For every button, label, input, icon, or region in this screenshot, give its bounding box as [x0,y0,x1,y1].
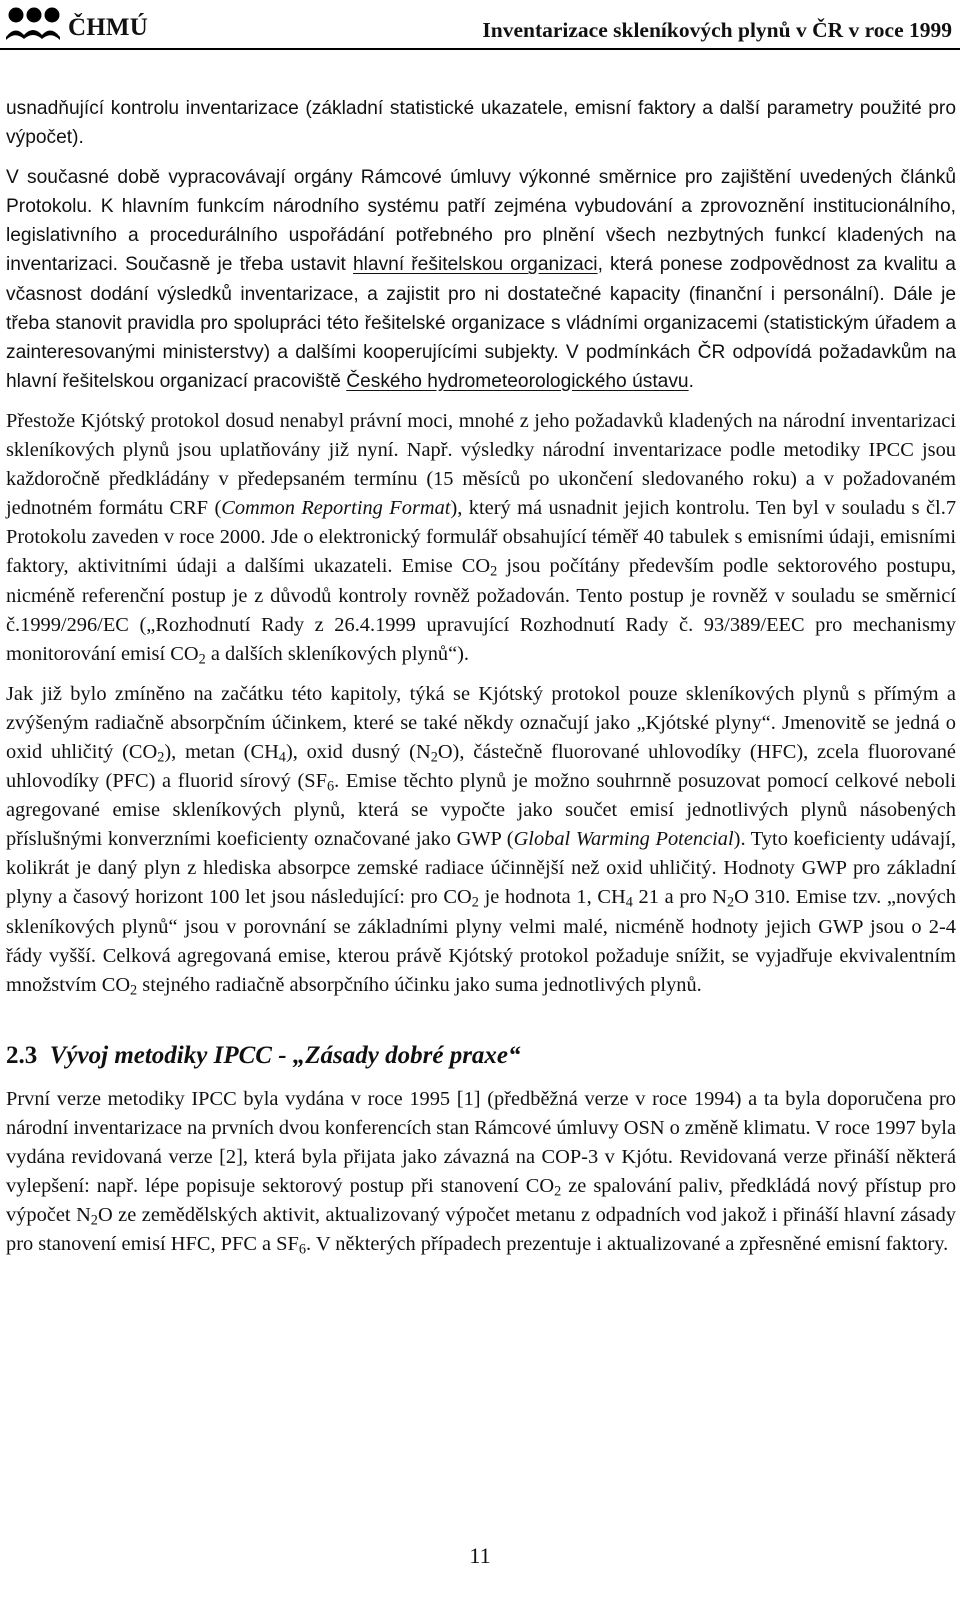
paragraph-1: usnadňující kontrolu inventarizace (základní statistické ukazatele, emisní faktory a další parametry použité pro výpočet). [6,98,956,149]
section-spacer [6,1011,956,1041]
paragraph-2: V současné době vypracovávají orgány Rámcové úmluvy výkonné směrnice pro zajištění uvedených článků Protokolu. K hlavním funkcím národního systému patří zejména vybudování a zprovoznění institucionálního, legislativního a procedurálního uspořádání potřebného pro plnění všech nezbytných funkcí kladených na inventarizaci. Současně je třeba ustavit hlavní řešitelskou organizaci, která ponese zodpovědnost za kvalitu a včasnost dodání výsledků inventarizace, a zajistit pro ni dostatečné kapacity (finanční i personální). Dále je třeba stanovit pravidla pro spolupráci této řešitelské organizace s vládními organizacemi (statistickým úřadem a zainteresovanými ministerstvy) a dalšími kooperujícími subjekty. V podmínkách ČR odpovídá požadavkům na hlavní řešitelskou organizací pracoviště Českého hydrometeorologického ústavu. [6,167,956,392]
paragraph-4: Jak již bylo zmíněno na začátku této kapitoly, týká se Kjótský protokol pouze skleníkových plynů s přímým a zvýšeným radiačně absorpčním účinkem, které se také někdy označují jako „Kjótské plyny“. Jmenovitě se jedná o oxid uhličitý $(CO_2)$, metan $(CH_4)$, oxid dusný $(N_2O)$, částečně fluorované uhlovodíky (HFC), zcela fluorované uhlovodíky (PFC) a fluorid sírový ($SF_6$. Emise těchto plynů je možno souhrnně posuzovat pomocí celkové neboli agregované emise skleníkových plynů, která se vypočte jako součet emisí jednotlivých plynů násobených příslušnými konverzními koeficienty označované jako GWP (Global Warming Potencial). Tyto koeficienty udávají, kolikrát je daný plyn z hlediska absorpce zemské radiace účinnější než oxid uhličitý. Hodnoty GWP pro základní plyny a časový horizont 100 let jsou následující: pro $CO_2$ je hodnota 1, $CH_4$ 21 a pro $N_2O$ 310. Emise tzv. „nových skleníkových plynů“ jsou v porovnání se základními plyny velmi malé, nicméně hodnoty jejich GWP jsou o 2-4 řády vyšší. Celková agregovaná emise, kterou právě Kjótský protokol požaduje snížit, se vyjadřuje ekvivalentním množstvím $CO_2$ stejného radiačně absorpčního účinku jako suma jednotlivých plynů. [6,682,957,999]
chmu-logo-icon [4,4,62,42]
link-chmu: Českého hydrometeorologického ústavu [346,370,689,392]
section-heading: 2.3 Vývoj metodiky IPCC - „Zásady dobré praxe“ [6,1041,521,1069]
header-rule [0,48,960,50]
running-title: Inventarizace skleníkových plynů v ČR v roce 1999 [482,18,952,42]
paragraph-3: Přestože Kjótský protokol dosud nenabyl právní moci, mnohé z jeho požadavků kladených na národní inventarizaci skleníkových plynů jsou uplatňovány již nyní. Např. výsledky národní inventarizace podle metodiky IPCC jsou každoročně předkládány v předepsaném termínu (15 měsíců po ukončení sledovaného roku) a v požadovaném jednotném formátu CRF (Common Reporting Format), který má usnadnit jejich kontrolu. Ten byl v souladu s čl.7 Protokolu zaveden v roce 2000. Jde o elektronický formulář obsahující téměř 40 tabulek s emisními údaji, emisními faktory, aktivitními údaji a dalšími ukazateli. Emise $CO_2$ jsou počítány především podle sektorového postupu, nicméně referenční postup je z důvodů kontroly rovněž požadován. Tento postup je rovněž v souladu se směrnicí č.1999/296/EC („Rozhodnutí Rady z 26.4.1999 upravující Rozhodnutí Rady č. 93/389/EEC pro mechanismy monitorování emisí $CO_2$ a dalších skleníkových plynů“). [6,409,957,668]
organization-name: ČHMÚ [68,14,148,41]
document-body [6,94,956,1270]
link-main-organization: hlavní řešitelskou organizaci [352,254,598,276]
paragraph-5: První verze metodiky IPCC byla vydána v roce 1995 [1] (předběžná verze v roce 1994) a ta byla doporučena pro národní inventarizace na prvních dvou konferencích stan Rámcové úmluvy OSN o změně klimatu. V roce 1997 byla vydána revidovaná verze [2], která byla přijata jako závazná na COP-3 v Kjótu. Revidovaná verze přináší některá vylepšení: např. lépe popisuje sektorový postup při stanovení $CO_2$ ze spalování paliv, předkládá nový přístup pro výpočet $N_2O$ ze zemědělských aktivit, aktualizovaný výpočet metanu z odpadních vod jakož i přináší hlavní zásady pro stanovení emisí HFC, PFC a $SF_6$. V některých případech prezentuje i aktualizované a zpřesněné emisní faktory. [6,1087,957,1258]
page-number: 11 [469,1543,491,1568]
page-header [0,0,960,62]
